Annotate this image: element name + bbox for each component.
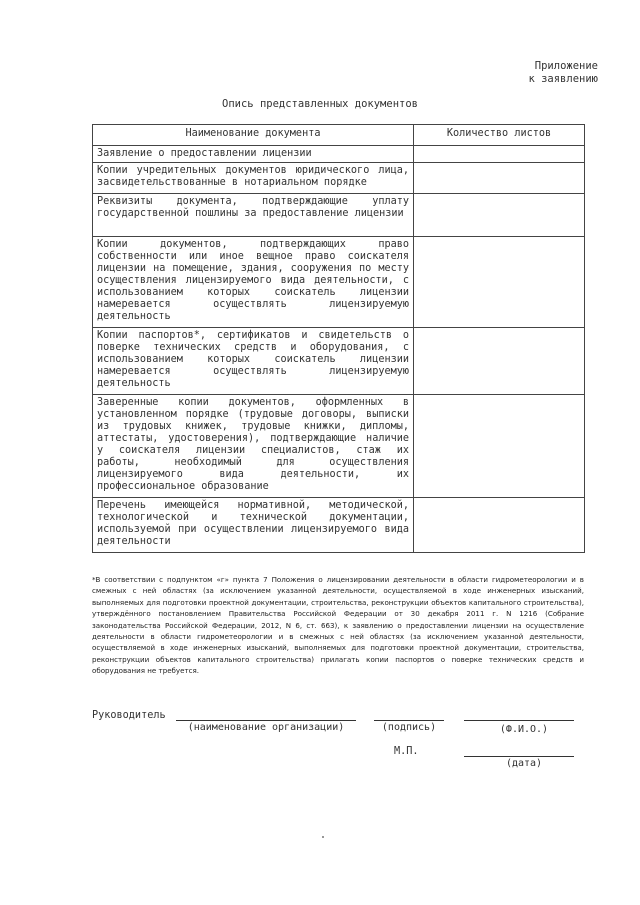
organization-caption: (наименование организации) <box>187 722 345 733</box>
sheet-count-cell <box>414 163 585 194</box>
footnote: *В соответствии с подпунктом «г» пункта 7 Положения о лицензировании деятельности в области гидрометеорологии и в смежных с ней областях (за исключением указанной деятельности, осуществляемой в ходе инженерных изысканий, выполняемых для подготовки проектной документации, строительства, реконструкции объектов капитального строительства), утверждённого постановлением Правительства Российской Федерации от 30 декабря 2011 г. N 1216 (Собрание законодательства Российской Федерации, 2012, N 6, ст. 663), к заявлению о предоставлении лицензии на осуществление деятельности в области гидрометеорологии и в смежных с ней областях (за исключением указанной деятельности, осуществляемой в ходе инженерных изысканий, выполняемых для подготовки проектной документации, строительства, реконструкции объектов капитального строительства) прилагать копии паспортов о поверке технических средств и оборудования не требуется. <box>92 575 584 676</box>
table-row <box>93 194 585 237</box>
table-header-row <box>93 125 585 146</box>
document-name-cell: Копии паспортов*, сертификатов и свидетельств о поверке технических средств и оборудования, с использованием которых соискатель лицензии намеревается осуществлять лицензируемую деятельность <box>93 328 414 395</box>
organization-name-line <box>176 720 356 721</box>
sheet-count-cell <box>414 146 585 163</box>
header-sheet-count: Количество листов <box>414 125 585 146</box>
table-row <box>93 146 585 163</box>
document-name-cell: Копии учредительных документов юридического лица, засвидетельствованные в нотариальном порядке <box>93 163 414 194</box>
date-caption: (дата) <box>505 758 543 769</box>
header-document-name: Наименование документа <box>93 125 414 146</box>
appendix-line-1: Приложение <box>534 60 598 72</box>
appendix-line-2: к заявлению <box>528 73 598 85</box>
sheet-count-cell <box>414 194 585 237</box>
sheet-count-cell <box>414 328 585 395</box>
table-row <box>93 328 585 395</box>
signature-caption: (подпись) <box>381 722 437 733</box>
document-name-cell: Заверенные копии документов, оформленных в установленном порядке (трудовые договоры, выписки из трудовых книжек, трудовые книжки, дипломы, аттестаты, удостоверения), подтверждающие наличие у соискателя лицензии специалистов, стаж их работы, необходимый для осуществления лицензируемого вида деятельности, их профессиональное образование <box>93 395 414 498</box>
document-name-cell: Реквизиты документа, подтверждающие уплату государственной пошлины за предоставление лицензии <box>93 194 414 237</box>
document-name-cell: Заявление о предоставлении лицензии <box>93 146 414 163</box>
scan-speck <box>322 836 324 838</box>
appendix-note <box>528 60 598 86</box>
document-title: Опись представленных документов <box>222 98 418 110</box>
table-row <box>93 395 585 498</box>
documents-table <box>92 124 585 553</box>
table-row <box>93 237 585 328</box>
date-line <box>464 756 574 757</box>
stamp-label: М.П. <box>394 746 419 757</box>
fio-caption: (Ф.И.О.) <box>499 724 549 735</box>
signature-line <box>374 720 444 721</box>
sheet-count-cell <box>414 498 585 553</box>
sheet-count-cell <box>414 237 585 328</box>
table-row <box>93 163 585 194</box>
sheet-count-cell <box>414 395 585 498</box>
head-label: Руководитель <box>92 710 166 721</box>
document-name-cell: Перечень имеющейся нормативной, методической, технологической и технической документации, используемой при осуществлении лицензируемого вида деятельности <box>93 498 414 553</box>
document-name-cell: Копии документов, подтверждающих право собственности или иное вещное право соискателя лицензии на помещение, здания, сооружения по месту осуществления лицензируемого вида деятельности, с использованием которых соискатель лицензии намеревается осуществлять лицензируемую деятельность <box>93 237 414 328</box>
fio-line <box>464 720 574 721</box>
table-row <box>93 498 585 553</box>
